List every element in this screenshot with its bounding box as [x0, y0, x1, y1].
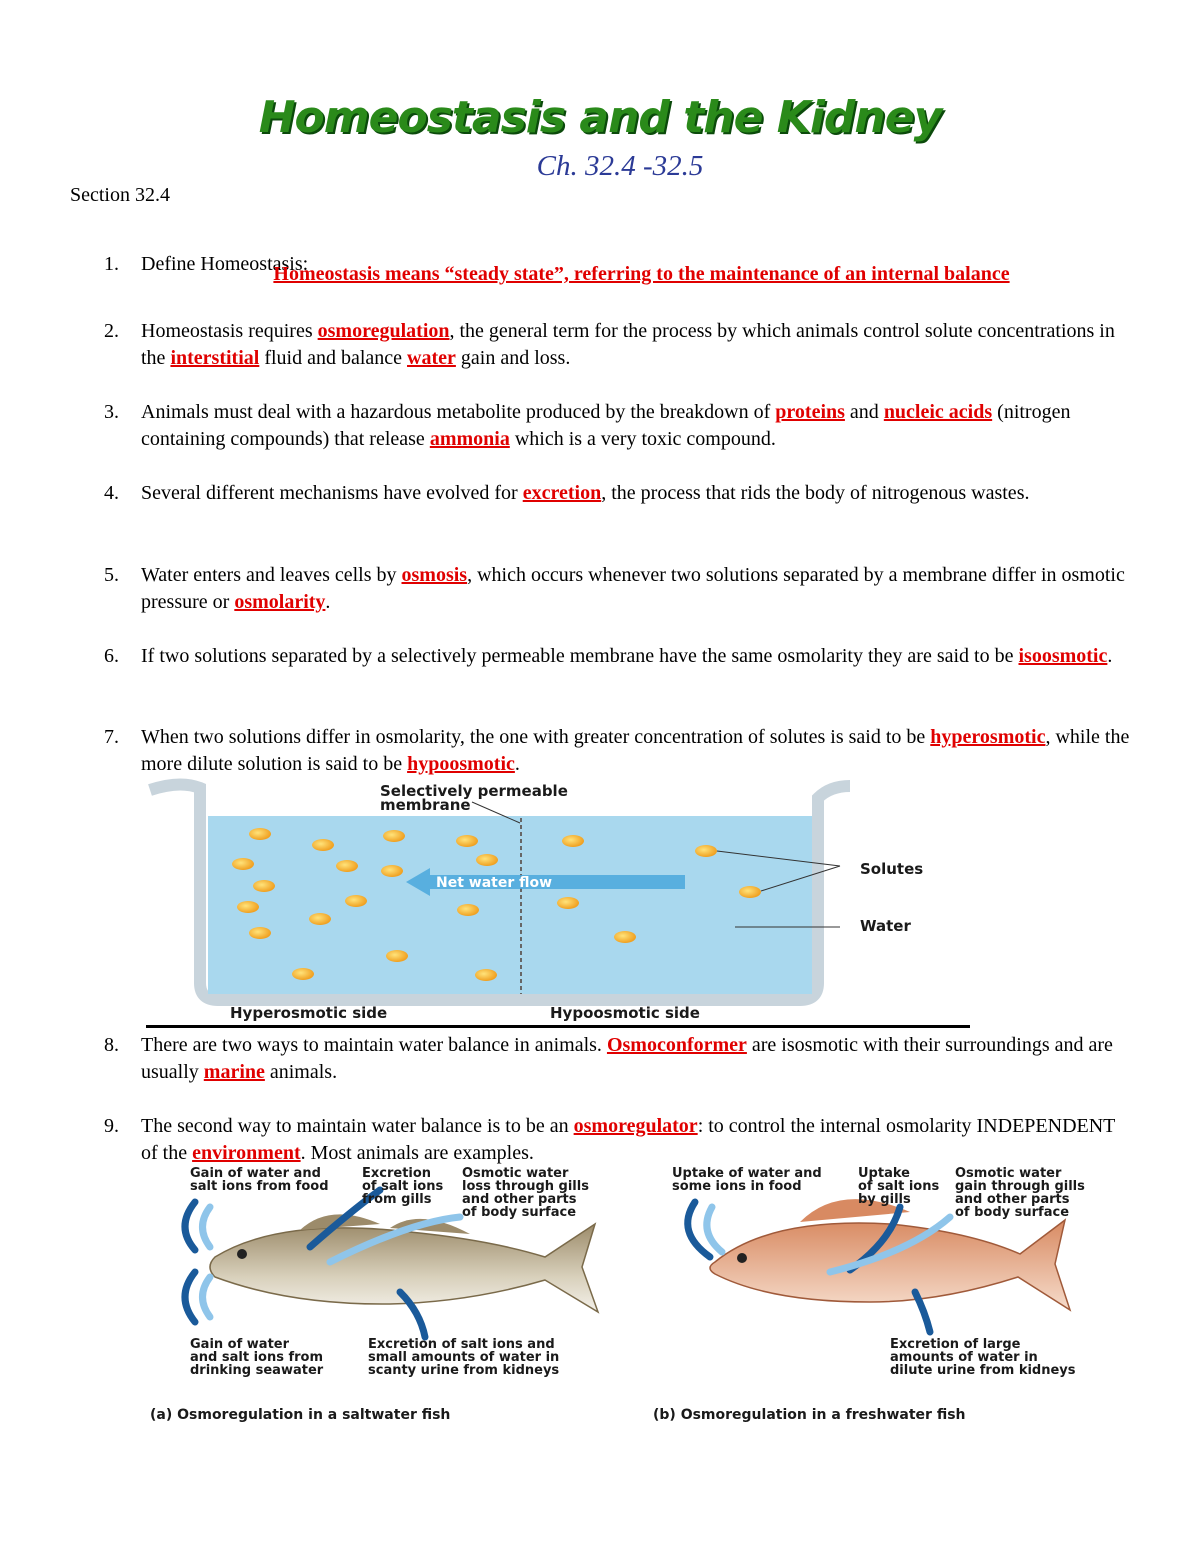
question-text-part: , the process that rids the body of nitrogenous wastes. [601, 482, 1030, 504]
question-text-part: . [1107, 645, 1113, 667]
caption-a: (a) Osmoregulation in a saltwater fish [150, 1407, 451, 1423]
question-6 [104, 643, 1134, 670]
fish-label-b3: Osmotic water gain through gills and other parts of body surface [955, 1166, 1085, 1220]
question-text-part: fluid and balance [259, 347, 408, 369]
question-7 [104, 724, 1134, 778]
answer-term: environment [192, 1142, 301, 1164]
answer-1-text: Homeostasis means “steady state”, referring to the maintenance of an internal balance [273, 263, 1010, 285]
question-text-part: There are two ways to maintain water balance in animals. [141, 1034, 607, 1056]
question-2 [104, 318, 1134, 372]
question-text [141, 724, 1134, 778]
question-text-part: which is a very toxic compound. [509, 428, 776, 450]
question-text-part: , while the more dilute solution is said to be [141, 726, 1130, 775]
question-3 [104, 399, 1134, 453]
answer-term: osmoregulation [317, 320, 450, 342]
question-text [141, 318, 1134, 372]
question-text-part: , which occurs whenever two solutions separated by a membrane differ in osmotic pressure or [141, 564, 1125, 613]
answer-term: proteins [775, 401, 845, 423]
question-text-part: Animals must deal with a hazardous metabolite produced by the breakdown of [141, 401, 776, 423]
fish-label-a5: Excretion of salt ions and small amounts of water in scanty urine from kidneys [368, 1337, 560, 1378]
answer-term: marine [203, 1061, 265, 1083]
membrane-label-2: membrane [380, 796, 471, 814]
question-text [141, 643, 1134, 670]
question-number: 1. [104, 253, 119, 275]
page-subtitle: Ch. 32.4 -32.5 [536, 150, 704, 182]
answer-term: osmosis [401, 564, 468, 586]
fish-label-a1: Gain of water and salt ions from food [190, 1166, 329, 1194]
membrane-label-1: Selectively permeable [380, 782, 568, 800]
fish-label-b2: Uptake of salt ions by gills [858, 1166, 940, 1207]
answer-term: hypoosmotic [407, 753, 515, 775]
question-4 [104, 480, 1134, 507]
question-text-part: animals. [264, 1061, 338, 1083]
answer-term: water [407, 347, 456, 369]
flow-label: Net water flow [436, 875, 553, 891]
answer-term: interstitial [170, 347, 260, 369]
page-title: Homeostasis and the Kidney [258, 92, 942, 143]
question-number: 9. [104, 1115, 119, 1137]
fish-label-b4: Excretion of large amounts of water in dilute urine from kidneys [890, 1337, 1076, 1378]
fish-label-a4: Gain of water and salt ions from drinking seawater [190, 1337, 324, 1378]
question-text-part: : to control the internal osmolarity INDEPENDENT of the [141, 1115, 1116, 1164]
question-text [141, 399, 1134, 453]
answer-term: hyperosmotic [930, 726, 1046, 748]
hyperosmotic-label: Hyperosmotic side [230, 1004, 388, 1022]
question-number: 6. [104, 645, 119, 667]
fish-osmoregulation-diagram [150, 1162, 1130, 1452]
question-text [141, 480, 1134, 507]
solutes-label: Solutes [860, 860, 924, 878]
question-text [141, 562, 1134, 616]
answer-term: osmoregulator [573, 1115, 698, 1137]
question-text-part: . [325, 591, 331, 613]
question-text-part: Define Homeostasis: [141, 253, 309, 275]
question-number: 8. [104, 1034, 119, 1056]
question-number: 5. [104, 564, 119, 586]
question-text-part: and [844, 401, 884, 423]
question-number: 7. [104, 726, 119, 748]
water-fill [208, 816, 812, 994]
question-number: 3. [104, 401, 119, 423]
question-5 [104, 562, 1134, 616]
hypoosmotic-label: Hypoosmotic side [550, 1004, 700, 1022]
question-text-part: gain and loss. [455, 347, 571, 369]
fish-label-b1: Uptake of water and some ions in food [672, 1166, 822, 1194]
divider-rule [146, 1025, 970, 1028]
question-text-part: Homeostasis requires [141, 320, 318, 342]
question-9 [104, 1113, 1134, 1167]
question-text-part: Several different mechanisms have evolved for [141, 482, 523, 504]
question-text-part: Water enters and leaves cells by [141, 564, 402, 586]
fish-label-a3: Osmotic water loss through gills and other parts of body surface [462, 1166, 589, 1220]
answer-term: nucleic acids [883, 401, 993, 423]
question-number: 2. [104, 320, 119, 342]
question-text-part: . Most animals are examples. [300, 1142, 534, 1164]
question-text-part: . [514, 753, 520, 775]
question-number: 4. [104, 482, 119, 504]
question-text-part: The second way to maintain water balance is to be an [141, 1115, 574, 1137]
question-text-part: (nitrogen containing compounds) that release [141, 401, 1071, 450]
question-text-part: , the general term for the process by which animals control solute concentrations in the [141, 320, 1115, 369]
question-8 [104, 1032, 1134, 1086]
question-text [141, 1032, 1134, 1086]
osmosis-diagram [140, 778, 980, 1023]
section-heading: Section 32.4 [70, 184, 170, 206]
answer-term: osmolarity [234, 591, 326, 613]
question-text-part: are isosmotic with their surroundings and are usually [141, 1034, 1113, 1083]
answer-term: Osmoconformer [606, 1034, 747, 1056]
question-text-part: When two solutions differ in osmolarity, the one with greater concentration of solutes is said to be [141, 726, 931, 748]
fish-label-a2: Excretion of salt ions from gills [362, 1166, 444, 1207]
answer-term: excretion [522, 482, 602, 504]
answer-1 [0, 263, 1200, 286]
question-text [141, 1113, 1134, 1167]
water-label: Water [860, 917, 911, 935]
answer-term: isoosmotic [1018, 645, 1108, 667]
answer-term: ammonia [429, 428, 510, 450]
caption-b: (b) Osmoregulation in a freshwater fish [653, 1407, 966, 1423]
question-text-part: If two solutions separated by a selectively permeable membrane have the same osmolarity they are said to be [141, 645, 1019, 667]
